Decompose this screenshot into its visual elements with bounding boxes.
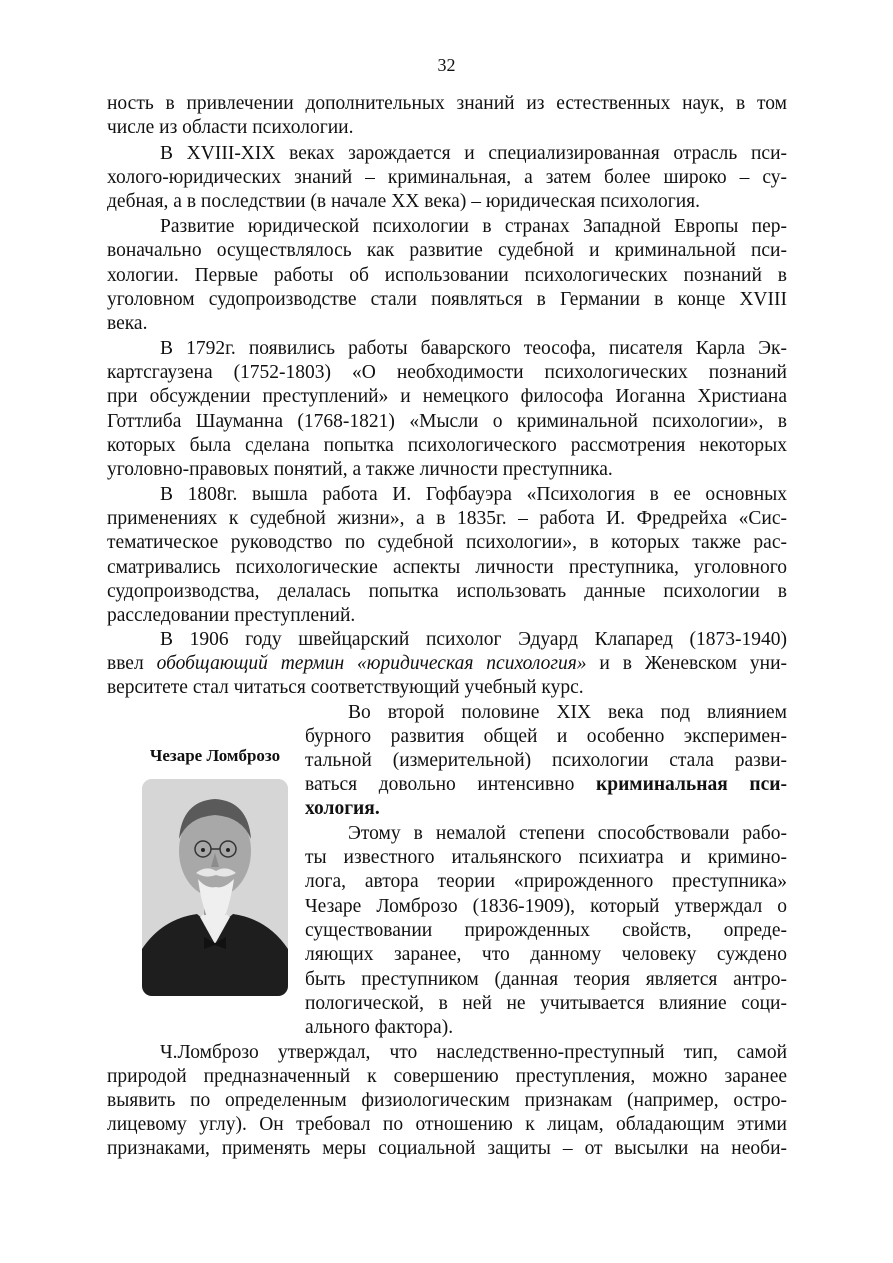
text-line: В 1906 году швейцарский психолог Эдуард Клапаред (1873-1940) bbox=[160, 629, 787, 650]
text-line-with-bold bbox=[305, 773, 787, 797]
text-line: В 1808г. вышла работа И. Гофбауэра «Психология в ее основных bbox=[160, 484, 787, 505]
text-line: которых была сделана попытка психологического рассмотрения некоторых bbox=[107, 435, 787, 456]
text-line: Развитие юридической психологии в странах Западной Европы пер- bbox=[160, 216, 787, 237]
text-line: холого-юридических знаний – криминальная, а затем более широко – су- bbox=[107, 167, 787, 188]
text-line: уголовно-правовых понятий, а также личности преступника. bbox=[107, 459, 613, 480]
text-line: ляющих заранее, что данному человеку суждено bbox=[305, 944, 787, 965]
text-line: Этому в немалой степени способствовали рабо- bbox=[348, 823, 787, 844]
bold-term: криминальная пси- bbox=[595, 774, 787, 795]
text-line: бурного развития общей и особенно эксперимен- bbox=[305, 726, 787, 747]
text-line: признаками, применять меры социальной защиты – от высылки на необи- bbox=[107, 1138, 787, 1159]
text-line: быть преступником (данная теория является антро- bbox=[305, 969, 787, 990]
text-line: существовании прирожденных свойств, опреде- bbox=[305, 920, 787, 941]
text-line: Готтлиба Шауманна (1768-1821) «Мысли о криминальной психологии», в bbox=[107, 411, 787, 432]
text-line: уголовном судопроизводстве стали появляться в Германии в конце XVIII bbox=[107, 289, 787, 310]
text-line: тематическое руководство по судебной психологии», в которых также рас- bbox=[107, 532, 787, 553]
text-line: картсгаузена (1752-1803) «О необходимости психологических познаний bbox=[107, 362, 787, 383]
text-run: ваться довольно интенсивно bbox=[305, 774, 596, 795]
italic-term: обобщающий термин «юридическая психология» bbox=[156, 653, 587, 674]
figure-caption: Чезаре Ломброзо bbox=[149, 746, 281, 765]
text-line: ального фактора). bbox=[305, 1017, 454, 1038]
text-line-with-italic bbox=[107, 652, 787, 676]
text-line: Во второй половине XIX века под влиянием bbox=[348, 702, 787, 723]
text-line: природой предназначенный к совершению преступления, можно заранее bbox=[107, 1066, 787, 1087]
text-line: века. bbox=[107, 313, 148, 334]
text-line: Ч.Ломброзо утверждал, что наследственно-преступный тип, самой bbox=[160, 1042, 787, 1063]
text-line: сматривались психологические аспекты личности преступника, уголовного bbox=[107, 557, 787, 578]
text-line: ты известного итальянского психиатра и кримино- bbox=[305, 847, 787, 868]
text-line: хология. bbox=[305, 798, 380, 819]
text-line: судопроизводства, делалась попытка использовать данные психологии в bbox=[107, 581, 787, 602]
portrait-photo bbox=[142, 779, 288, 996]
text-run: и в Женевском уни- bbox=[586, 653, 788, 674]
page-number: 32 bbox=[437, 55, 456, 75]
text-run: ввел bbox=[107, 653, 157, 674]
text-line: В XVIII-XIX веках зарождается и специализированная отрасль пси- bbox=[160, 143, 787, 164]
text-line: лицевому углу). Он требовал по отношению к лицам, обладающим этими bbox=[107, 1114, 787, 1135]
text-line: числе из области психологии. bbox=[107, 117, 354, 138]
text-line: дебная, а в последствии (в начале XX века) – юридическая психология. bbox=[107, 191, 700, 212]
portrait-image bbox=[142, 779, 288, 996]
text-line: ность в привлечении дополнительных знаний из естественных наук, в том bbox=[107, 93, 787, 114]
text-line: хологии. Первые работы об использовании психологических познаний в bbox=[107, 265, 787, 286]
text-line: тальной (измерительной) психологии стала разви- bbox=[305, 750, 787, 771]
text-line: применениях к судебной жизни», а в 1835г. – работа И. Фредрейха «Сис- bbox=[107, 508, 787, 529]
text-line: верситете стал читаться соответствующий учебный курс. bbox=[107, 677, 584, 698]
text-line: пологической, в ней не учитывается влияние соци- bbox=[305, 993, 787, 1014]
text-line: В 1792г. появились работы баварского теософа, писателя Карла Эк- bbox=[160, 338, 787, 359]
text-line: лога, автора теории «прирожденного преступника» bbox=[305, 871, 787, 892]
text-line: Чезаре Ломброзо (1836-1909), который утверждал о bbox=[305, 896, 787, 917]
text-line: расследовании преступлений. bbox=[107, 605, 356, 626]
text-line: выявить по определенным физиологическим признакам (например, остро- bbox=[107, 1090, 787, 1111]
text-line: воначально осуществлялось как развитие судебной и криминальной пси- bbox=[107, 240, 787, 261]
text-line: при обсуждении преступлений» и немецкого философа Иоганна Христиана bbox=[107, 386, 787, 407]
